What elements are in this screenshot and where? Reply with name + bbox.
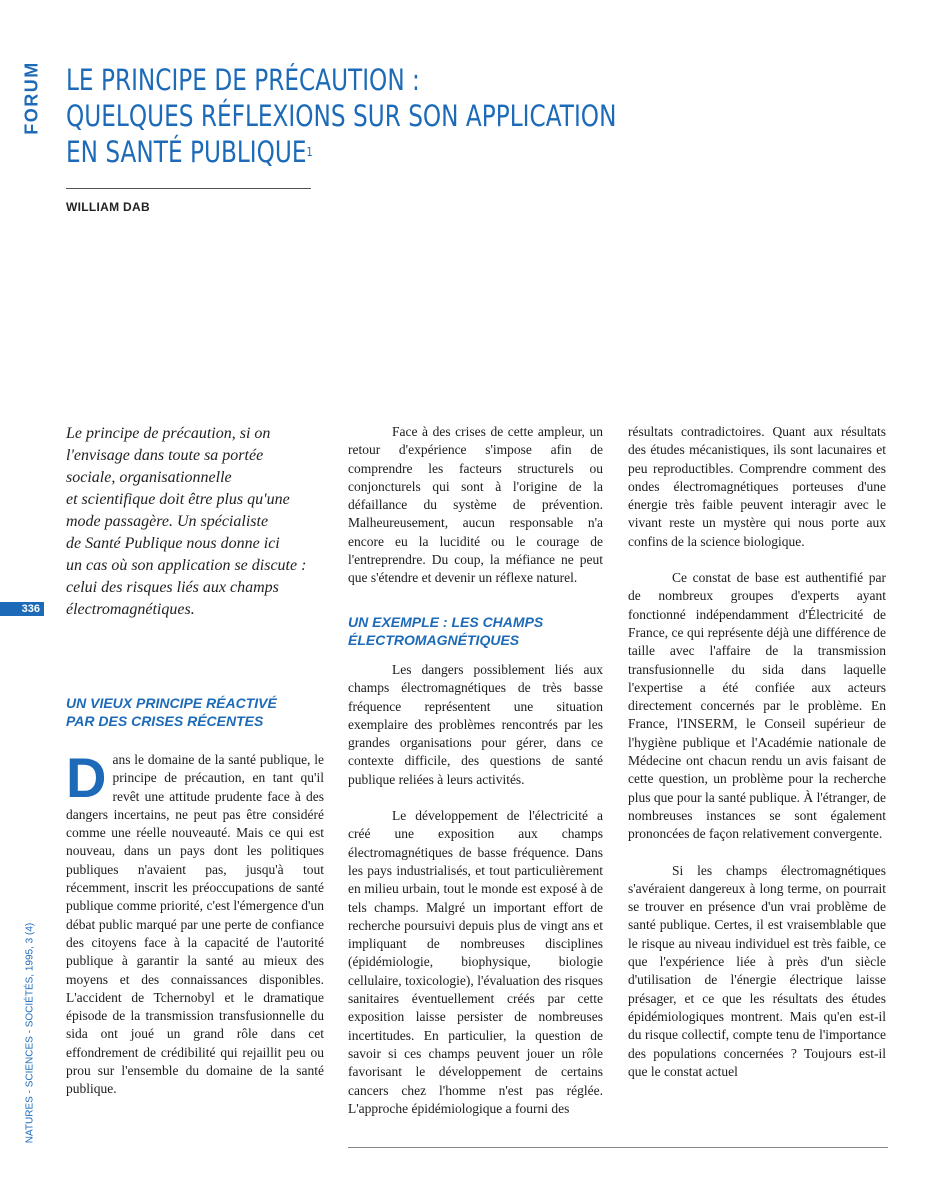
abstract [66,423,336,621]
journal-reference [20,920,40,1145]
paragraph-resultats: résultats contradictoires. Quant aux résultats des études mécanistiques, ils sont lacunaires et peu reproductibles. Comprendre comment des ondes électromagnétiques porteuses d'une énergie très faible peuvent interagir avec le vivant reste un mystère qui nous porte aux confins de la science biologique. [628,424,886,549]
abstract-line: l'envisage dans toute sa portée [66,447,264,464]
abstract-line: mode passagère. Un spécialiste [66,513,269,530]
abstract-line: un cas où son application se discute : [66,557,307,574]
page-number: 336 [0,602,44,616]
section-heading-2-line-2: ÉLECTROMAGNÉTIQUES [348,632,520,648]
abstract-line: et scientifique doit être plus qu'une [66,491,290,508]
column-2 [348,423,603,588]
abstract-line: de Santé Publique nous donne ici [66,535,280,552]
paragraph-champs: Si les champs électromagnétiques s'avéraient dangereux à long terme, on pourrait se trouver en présence d'un vrai problème de santé publique. Certes, il est vraisemblable que le risque au niveau individuel est très faible, ce que l'expérience liée à près d'un siècle d'utilisation de l'énergie électrique laisse présager, et ce que les résultats des études épidémiologiques montrent. Mais qu'en est-il du risque collectif, compte tenu de l'importance des populations concernées ? Toujours est-il que le constat actuel [628,862,886,1079]
paragraph-intro [66,746,324,1099]
article-title [66,62,617,170]
journal-reference-text: NATURES - SCIENCES - SOCIÉTÉS, 1995, 3 (4) [24,922,36,1143]
section-label-text: FORUM [21,61,42,135]
abstract-line: électromagnétiques. [66,601,195,618]
title-line-3-text: EN SANTÉ PUBLIQUE [66,135,307,169]
section-heading-2-line-1: UN EXEMPLE : LES CHAMPS [348,614,544,630]
author-name: WILLIAM DAB [66,200,150,214]
title-line-1: LE PRINCIPE DE PRÉCAUTION : [66,63,420,97]
title-line-3 [66,134,482,170]
section-heading-1-line-2: PAR DES CRISES RÉCENTES [66,713,264,729]
paragraph-intro-text: ans le domaine de la santé publique, le principe de précaution, en tant qu'il revêt une attitude prudente face à des dangers incertains, ne peut pas être considéré comme une réelle nouveauté. Mais ce qui est nouveau, dans un pays dont les politiques publiques n'avaient pas, jusqu'à tout récemment, inscrit les préoccupations de santé publique comme priorité, c'est l'émergence d'un débat public marqué par une perte de confiance des citoyens face à la capacité de l'autorité publique à garantir la santé au mieux des moyens et des connaissances disponibles. L'accident de Tchernobyl et le dramatique épisode de la transmission transfusionnelle du sida ont joué un grand rôle dans cet effondrement de crédibilité qui rejaillit peu ou prou sur l'ensemble du domaine de la santé publique. [66,752,324,1097]
paragraph-crises: Face à des crises de cette ampleur, un retour d'expérience s'impose afin de comprendre les facteurs structurels ou conjoncturels qui sont à l'origine de la défaillance du système de prévention. Malheureusement, aucun responsable n'a encore eu la lucidité ou le courage de l'entreprendre. Du coup, la méfiance ne peut que s'étendre et devenir un réflexe naturel. [348,424,603,586]
section-heading-2 [348,613,543,649]
bottom-rule [348,1147,888,1148]
title-rule [66,188,311,189]
column-3 [628,423,886,1081]
paragraph-developpement: Le développement de l'électricité a créé une exposition aux champs électromagnétiques de basse fréquence. Dans les pays industrialisés, et tout particulièrement en milieu urbain, tout le monde est exposé à de tels champs. Malgré un important effort de recherche poursuivi depuis plus de vingt ans et impliquant de nombreuses disciplines (épidémiologie, biophysique, biologie cellulaire, toxicologie), l'évaluation des risques sanitaires éventuellement créés par cette exposition laisse persister de nombreuses incertitudes. En particulier, la question de savoir si ces champs peuvent jouer un rôle favorisant le développement de certains cancers chez l'homme n'est pas réglée. L'approche épidémiologique a fourni des [348,808,603,1116]
abstract-line: Le principe de précaution, si on [66,425,271,442]
title-footnote-mark: 1 [306,145,313,159]
section-heading-1-line-1: UN VIEUX PRINCIPE RÉACTIVÉ [66,695,277,711]
abstract-line: celui des risques liés aux champs [66,579,279,596]
column-1 [66,746,324,1099]
title-line-2: QUELQUES RÉFLEXIONS SUR SON APPLICATION [66,99,617,133]
abstract-line: sociale, organisationnelle [66,469,232,486]
paragraph-constat: Ce constat de base est authentifié par de nombreux groupes d'experts ayant fonctionné indépendamment d'Électricité de France, ce qui représente déjà une différence de taille avec l'affaire de la transmission transfusionnelle du sida dans laquelle l'expertise a été confiée aux acteurs directement concernés par le problème. En France, l'INSERM, le Conseil supérieur de l'hygiène publique et l'Académie nationale de Médecine ont chacun rendu un avis faisant de cette question, un problème pour la recherche plus que pour la santé publique. À l'étranger, de nombreuses instances se sont également prononcées de façon relativement convergente. [628,570,886,842]
drop-cap: D [66,746,107,809]
section-heading-1 [66,694,277,730]
section-label [15,48,49,148]
paragraph-dangers: Les dangers possiblement liés aux champs électromagnétiques de très basse fréquence représentent une situation exemplaire des problèmes rencontrés par les grandes organisations pour gérer, dans ce contexte difficile, des questions de santé publique reliées à leurs activités. [348,662,603,787]
column-2-body [348,661,603,1118]
